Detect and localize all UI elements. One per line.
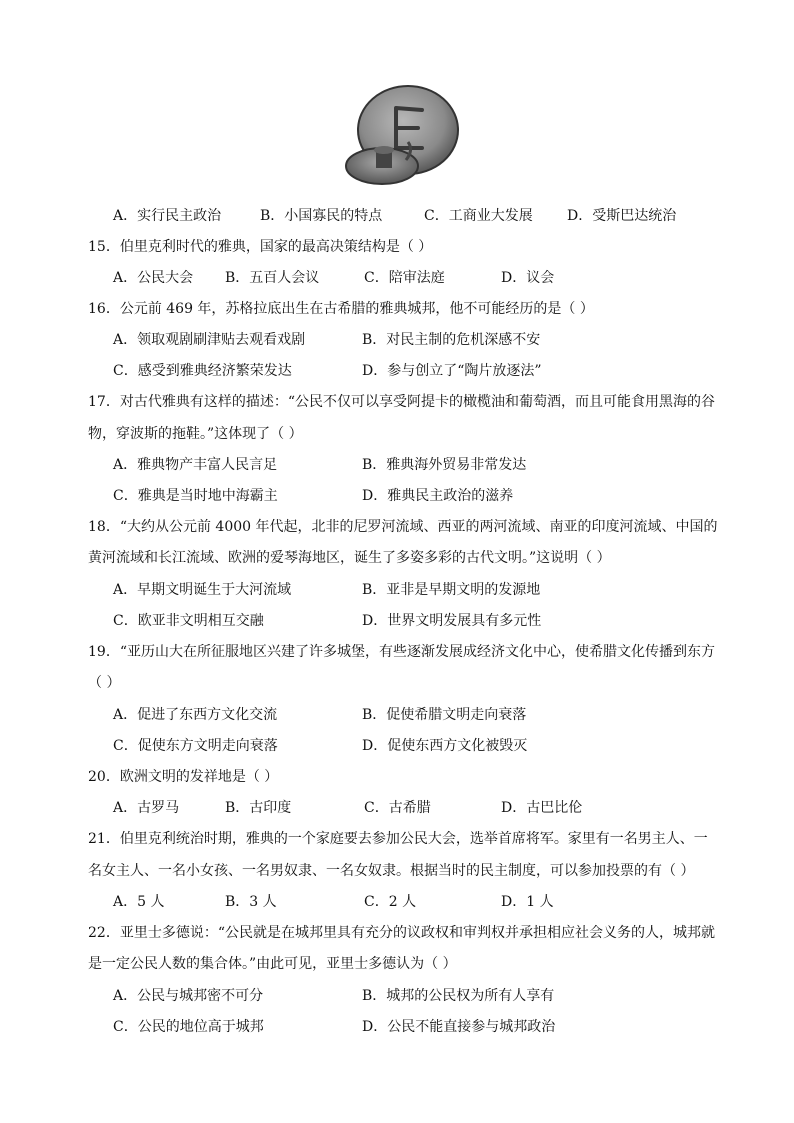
q18-stem-line2: 黄河流域和长江流域、欧洲的爱琴海地区，诞生了多姿多彩的古代文明。”这说明（ ） [88,550,611,566]
q21-option-b: B．3 人 [225,894,277,910]
q21-stem-line2: 名女主人、一名小女孩、一名男奴隶、一名女奴隶。根据当时的民主制度，可以参加投票的有（ ） [88,863,695,879]
ancient-token-image [338,84,464,190]
q20-option-c: C．古希腊 [364,800,431,816]
q17-stem-line2: 物，穿波斯的拖鞋。”这体现了（ ） [88,426,303,442]
q16-option-b: B．对民主制的危机深感不安 [362,332,541,348]
q22-option-a: A．公民与城邦密不可分 [113,988,264,1004]
q19-option-a: A．促进了东西方文化交流 [113,707,278,723]
q17-option-b: B．雅典海外贸易非常发达 [362,457,527,473]
q21-option-a: A．5 人 [113,894,165,910]
q21-option-d: D．1 人 [501,894,554,910]
q21-stem-line1: 21．伯里克利统治时期，雅典的一个家庭要去参加公民大会，选举首席将军。家里有一名男主人、一 [88,831,708,847]
q20-option-b: B．古印度 [225,800,292,816]
q17-option-a: A．雅典物产丰富人民言足 [113,457,278,473]
q16-stem: 16．公元前 469 年，苏格拉底出生在古希腊的雅典城邦，他不可能经历的是（ ） [88,301,594,317]
q18-option-d: D．世界文明发展具有多元性 [362,613,542,629]
q14-option-d: D．受斯巴达统治 [567,208,677,224]
q19-option-c: C．促使东方文明走向衰落 [113,738,278,754]
q14-option-b: B．小国寡民的特点 [260,208,383,224]
q20-stem: 20．欧洲文明的发祥地是（ ） [88,769,279,785]
q16-option-a: A．领取观剧刷津贴去观看戏剧 [113,332,306,348]
q22-option-d: D．公民不能直接参与城邦政治 [362,1019,556,1035]
q22-option-b: B．城邦的公民权为所有人享有 [362,988,555,1004]
q17-option-d: D．雅典民主政治的滋养 [362,488,514,504]
q15-option-b: B．五百人会议 [225,270,320,286]
q15-option-a: A．公民大会 [113,270,194,286]
q15-option-d: D．议会 [501,270,555,286]
q16-option-c: C．感受到雅典经济繁荣发达 [113,363,292,379]
q15-stem: 15．伯里克利时代的雅典，国家的最高决策结构是（ ） [88,239,433,255]
q22-stem-line2: 是一定公民人数的集合体。”由此可见，亚里士多德认为（ ） [88,956,457,972]
q18-option-a: A．早期文明诞生于大河流域 [113,582,292,598]
q21-option-c: C．2 人 [364,894,417,910]
q18-option-c: C．欧亚非文明相互交融 [113,613,264,629]
q14-option-c: C．工商业大发展 [424,208,533,224]
q17-stem-line1: 17．对古代雅典有这样的描述：“公民不仅可以享受阿提卡的橄榄油和葡萄酒，而且可能食用黑海的谷 [88,394,715,410]
q22-stem-line1: 22．亚里士多德说：“公民就是在城邦里具有充分的议政权和审判权并承担相应社会义务的人，城邦就 [88,925,715,941]
q17-option-c: C．雅典是当时地中海霸主 [113,488,278,504]
q18-stem-line1: 18．“大约从公元前 4000 年代起，北非的尼罗河流域、西亚的两河流域、南亚的印度河流域、中国的 [88,519,718,535]
q14-option-a: A．实行民主政治 [113,208,222,224]
q16-option-d: D．参与创立了“陶片放逐法” [362,363,542,379]
q18-option-b: B．亚非是早期文明的发源地 [362,582,541,598]
q19-stem-line1: 19．“亚历山大在所征服地区兴建了许多城堡，有些逐渐发展成经济文化中心，使希腊文化传播到东方 [88,644,715,660]
q20-option-d: D．古巴比伦 [501,800,583,816]
q19-option-d: D．促使东西方文化被毁灭 [362,738,528,754]
q20-option-a: A．古罗马 [113,800,180,816]
q19-stem-line2: （ ） [88,675,121,691]
q22-option-c: C．公民的地位高于城邦 [113,1019,264,1035]
q19-option-b: B．促使希腊文明走向衰落 [362,707,527,723]
q15-option-c: C．陪审法庭 [364,270,445,286]
